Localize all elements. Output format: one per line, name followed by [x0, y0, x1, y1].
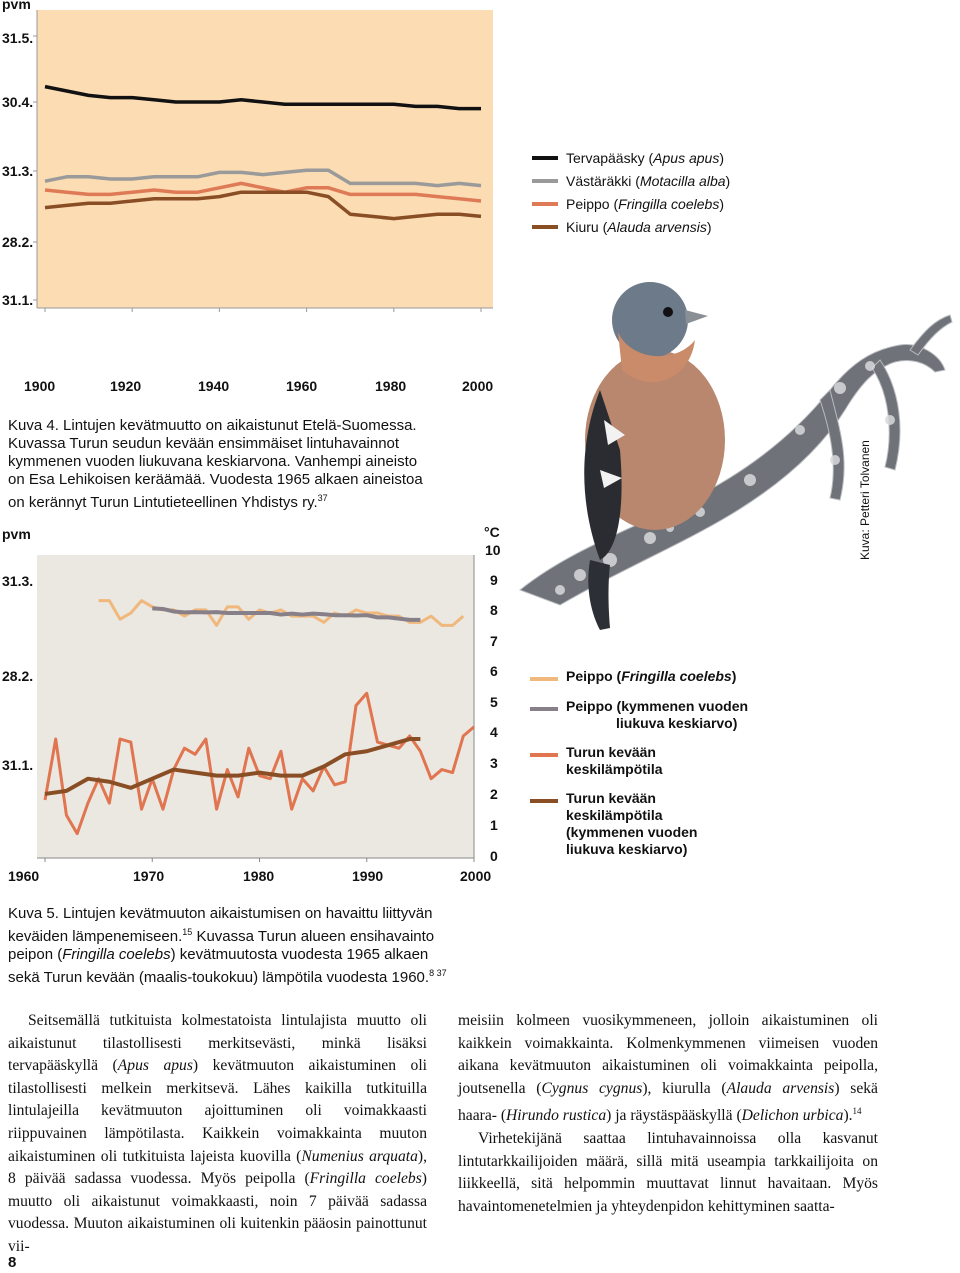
fig5-y2-tick: 7	[490, 633, 498, 649]
fig4-chart	[0, 0, 520, 400]
fig5-y2-tick: 9	[490, 572, 498, 588]
fig4-y-tick: 31.3.	[2, 163, 34, 179]
fig4-legend	[532, 150, 832, 250]
fig5-x-tick: 1970	[133, 868, 165, 884]
fig5-y2-tick: 8	[490, 602, 498, 618]
fig5-y2-tick: 4	[490, 724, 498, 740]
photo-credit: Kuva: Petteri Tolvanen	[858, 440, 872, 560]
chaffinch-photo	[500, 270, 960, 650]
fig5-y2-tick: 0	[490, 848, 498, 864]
fig5-y2-tick: 3	[490, 755, 498, 771]
fig4-x-tick: 1960	[286, 378, 318, 394]
page-number: 8	[8, 1254, 17, 1271]
legend-item-vastarakki: Västäräkki (Motacilla alba)	[532, 173, 730, 189]
fig5-x-tick: 1990	[352, 868, 384, 884]
fig4-x-tick: 1900	[24, 378, 56, 394]
fig5-caption: Kuva 5. Lintujen kevätmuuton aikaistumisen on havaittu liittyvän keväiden lämpenemiseen.$^{15}$ Kuvassa Turun alueen ensihavainto peipon (Fringilla coelebs) kevätmuutosta vuodesta 1965 alkaen sekä Turun kevään (maalis-toukokuu) lämpötila vuodesta 1960.$^{8 37}$	[8, 905, 447, 986]
fig4-y-tick: 30.4.	[2, 94, 34, 110]
fig5-x-tick: 2000	[460, 868, 492, 884]
body-column-right: meisiin kolmeen vuosikymmeneen, jolloin aikaistuminen oli kaikkein voimakkainta. Kolmenkymmenen viimeisen vuoden aikana kevätmuuton aikaistuminen oli voimakkainta peipolla, joutsenella (Cygnus cygnus), kiurulla (Alauda arvensis) sekä haara- (Hirundo rustica) ja räystäspääskyllä (Delichon urbica).$^{14}$ Virhetekijänä saattaa lintuhavainnoissa olla kasvanut lintutarkkailijoiden määrä, sillä mitä useampia tarkkailijoita on liikkeellä, sitä helpommin muuttavat linnut havaitaan. Myös havaintomenetelmien ja yhteydenpidon kehittyminen saatta-	[458, 1012, 878, 1215]
legend-swatch	[532, 156, 558, 160]
fig5-y2-tick: 10	[485, 542, 501, 558]
fig4-x-tick: 1980	[375, 378, 407, 394]
fig5-y2-tick: 1	[490, 817, 498, 833]
fig4-plot-background	[37, 10, 493, 308]
fig5-y-tick: 28.2.	[2, 668, 34, 684]
chaffinch-bird	[584, 282, 725, 630]
fig4-x-tick: 2000	[462, 378, 494, 394]
fig4-y-tick: 31.5.	[2, 30, 34, 46]
legend-swatch	[532, 179, 558, 183]
legend-swatch	[532, 225, 558, 229]
fig5-y-tick: 31.3.	[2, 573, 34, 589]
fig5-y2-tick: 2	[490, 786, 498, 802]
fig5-y2-unit: °C	[484, 524, 500, 540]
legend-swatch	[530, 707, 558, 711]
legend-swatch	[532, 202, 558, 206]
legend-swatch	[530, 677, 558, 681]
legend-item-tervapaasky: Tervapääsky (Apus apus)	[532, 150, 724, 166]
legend-item-peippo: Peippo (Fringilla coelebs)	[532, 196, 724, 212]
fig4-y-tick: 31.1.	[2, 292, 34, 308]
fig5-legend: Peippo (Fringilla coelebs) Peippo (kymmenen vuoden liukuva keskiarvo) Turun kevään keskilämpötila Turun kevään keskilämpötila (kymmenen vuoden liukuva keskiarvo)	[530, 668, 790, 868]
body-column-left: Seitsemällä tutkituista kolmestatoista lintulajista muutto oli aikaistunut tilastollisesti merkitsevästi, minkä lisäksi tervapääskyllä (Apus apus) kevätmuuton aikaistuminen oli tilastollisesti melkein merkitsevä. Lähes kaikilla tutkituilla lintulajeilla kevätmuuton ajoittuminen oli voimakkaasti riippuvainen lämpötilasta. Kaikkein voimakkainta muuton aikaistuminen oli tutkituista lajeista kuovilla (Numenius arquata), 8 päivää sadassa vuodessa. Myös peipolla (Fringilla coelebs) muutto oli aikaistunut voimakkaasti, noin 7 päivää sadassa vuodessa. Muuton aikaistuminen oli kuitenkin pääosin painottunut vii-	[8, 1012, 427, 1255]
fig5-y-tick: 31.1.	[2, 757, 34, 773]
fig4-y-axis-title: pvm	[2, 0, 31, 12]
fig5-y-axis-title: pvm	[2, 526, 31, 542]
fig5-x-tick: 1980	[243, 868, 275, 884]
legend-swatch	[530, 753, 558, 757]
fig5-y2-tick: 6	[490, 663, 498, 679]
legend-item-kiuru: Kiuru (Alauda arvensis)	[532, 219, 712, 235]
fig4-x-tick: 1920	[110, 378, 142, 394]
fig4-y-tick: 28.2.	[2, 234, 34, 250]
fig5-chart	[0, 540, 520, 900]
fig4-caption: Kuva 4. Lintujen kevätmuutto on aikaistunut Etelä-Suomessa. Kuvassa Turun seudun kevään ensimmäiset lintuhavainnot kymmenen vuoden liukuvana keskiarvona. Vanhempi aineisto on Esa Lehikoisen keräämää. Vuodesta 1965 alkaen aineistoa on kerännyt Turun Lintutieteellinen Yhdistys ry.$^{37}$	[8, 417, 423, 511]
fig5-x-tick: 1960	[8, 868, 40, 884]
fig4-x-tick: 1940	[198, 378, 230, 394]
legend-swatch	[530, 799, 558, 803]
fig5-y2-tick: 5	[490, 694, 498, 710]
